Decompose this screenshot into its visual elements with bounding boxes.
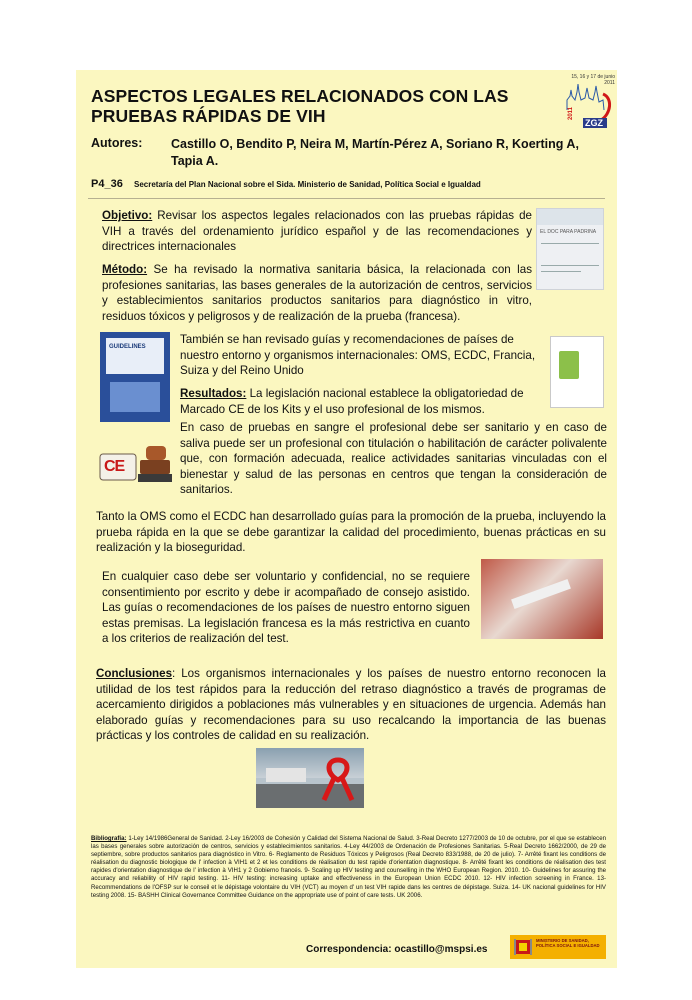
- resultados-label: Resultados:: [180, 387, 247, 400]
- title-line-1: ASPECTOS LEGALES RELACIONADOS CON LAS: [91, 86, 509, 106]
- divider: [88, 198, 605, 199]
- authors-label: Autores:: [91, 136, 143, 150]
- metodo-paragraph-2: También se han revisado guías y recomendaciones de países de nuestro entorno y organismos internacionales: OMS, ECDC, Francia, Suiza y del Reino Unido: [180, 333, 536, 377]
- conference-logo: [563, 74, 615, 136]
- objetivo-label: Objetivo:: [102, 209, 153, 222]
- voluntario-paragraph: En cualquier caso debe ser voluntario y confidencial, no se requiere consentimiento por escrito y debe ir acompañado de consejo asistido. Las guías o recomendaciones de los países de nuestro entorno siguen estas premisas. La legislación francesa es la más restrictiva en cuanto a los criterios de realización del test.: [102, 570, 470, 645]
- objetivo-paragraph: [102, 208, 532, 255]
- conference-year: 2011: [568, 106, 574, 120]
- ecdc-doc-title: EL DOC PARA PADRINA: [540, 229, 597, 235]
- doc-header-band: [537, 209, 603, 225]
- conference-logo-text: ZGZ: [585, 118, 603, 128]
- doc-line: [541, 271, 581, 272]
- affiliation: Secretaría del Plan Nacional sobre el Sida. Ministerio de Sanidad, Política Social e Igualdad: [134, 180, 481, 189]
- correspondence: Correspondencia: ocastillo@mspsi.es: [306, 944, 488, 955]
- conference-date: 15, 16 y 17 de junio 2011: [571, 74, 615, 86]
- bibliography: [91, 835, 606, 900]
- ministry-text: MINISTERIO DE SANIDAD, POLÍTICA SOCIAL E IGUALDAD: [536, 938, 600, 948]
- doc-line: [541, 265, 599, 266]
- poster: [76, 70, 617, 968]
- guidance-document-image: [550, 336, 604, 408]
- conclusiones-label: Conclusiones: [96, 667, 173, 680]
- rapid-test-photo: [481, 559, 603, 639]
- doc-graphic: [559, 351, 579, 379]
- poster-title: [91, 86, 531, 126]
- cover-photo: [110, 382, 160, 412]
- red-ribbon-photo: [256, 748, 364, 808]
- poster-code: P4_36: [91, 178, 123, 190]
- who-guidelines-image: [100, 332, 170, 422]
- resultados-paragraph: [180, 386, 536, 417]
- conclusiones-paragraph: [96, 666, 606, 744]
- photo-gradient: [481, 559, 603, 639]
- bibliography-text: 1-Ley 14/1986General de Sanidad. 2-Ley 16/2003 de Cohesión y Calidad del Sistema Nacional de Salud. 3-Real Decreto 1277/2003 de 10 de octubre, por el que se establecen las bases generales sobre autorización de centros, servicios y establecimientos sanitarios. 4-Ley 44/2003 de Ordenación de Profesiones Sanitarias. 5-Real Decreto 1662/2000, de 29 de septiembre, sobre productos sanitarios para diagnóstico in Vitro. 6- Reglamento de Residuos Tóxicos y Peligrosos (Real Decreto 833/1988, de 20 de julio). 7- Arrêté fixant les conditions de réalisation du diagnostic biologique de l' infection à VIH1 et 2 et les conditions de réalisation du test rapide d'orientation diagnostique. 8- Arrêté fixant les conditions de réalisation des test rapides d'orientation diagnostique de l' infection à VIH1 y 2 Gobierno francés. 9- Scaling up HIV testing and counselling in the WHO European Region. 2010. 10- Guidelines for assuring the accuracy and reliability of HIV rapid testing. 11- HIV testing: increasing uptake and effectiveness in the European Union ECDC 2010. 12- HIV infection screening in France. 13-Recommendations de l'OFSP sur le conseil et le dépistage volontaire du VIH (VCT) au moyen d' un test VIH rapide dans les centres de dépistage. Suiza. 14- UK nacional guidelines for HIV testing 2008. 15- BASHH Clinical Governance Committee Guidance on the appropriate use of point of care tests. UK 2006.: [91, 835, 606, 899]
- resultados-text: La legislación nacional establece la obligatoriedad de Marcado CE de los Kits y el uso profesional de los mismos.: [180, 387, 524, 416]
- spain-coat-of-arms-icon: [513, 936, 533, 958]
- metodo-label: Método:: [102, 263, 148, 276]
- title-line-2: PRUEBAS RÁPIDAS DE VIH: [91, 106, 326, 126]
- metodo-paragraph: [102, 262, 532, 324]
- red-ribbon-icon: [318, 756, 358, 802]
- oms-ecdc-paragraph: Tanto la OMS como el ECDC han desarrollado guías para la promoción de la prueba, incluyendo la prueba rápida en la que se debe garantizar la calidad del procedimiento, buenas prácticas en su realización y la bioseguridad.: [96, 510, 606, 554]
- bibliography-label: Bibliografía:: [91, 835, 127, 842]
- metodo-text: Se ha revisado la normativa sanitaria básica, la relacionada con las profesiones sanitarias, las bases generales de la autorización de centros, servicios y establecimientos sanitarios productos sanitarios para diagnóstico in vitro, residuos tóxicos y peligrosos y de realización de la prueba (francesa).: [102, 263, 532, 323]
- ce-stamp-image: [96, 440, 176, 492]
- ministry-logo: [510, 935, 606, 959]
- doc-line: [541, 243, 599, 244]
- tent: [266, 768, 306, 782]
- who-doc-title: GUIDELINES: [109, 344, 146, 350]
- ce-mark: CE: [104, 458, 125, 475]
- objetivo-text: Revisar los aspectos legales relacionados con las pruebas rápidas de VIH a través del ordenamiento jurídico español y de las recomendaciones y directrices internacionales: [102, 209, 532, 253]
- ecdc-document-image: [536, 208, 604, 290]
- conclusiones-text: : Los organismos internacionales y los países de nuestro entorno reconocen la utilidad de los test rápidos para la reducción del retraso diagnóstico a través de programas de acercamiento dirigidos a poblaciones más vulnerables y en situaciones de urgencia. Además han elaborado guías y recomendaciones para su uso recalcando la importancia de las buenas prácticas y los controles de calidad en su realización.: [96, 667, 606, 742]
- resultados-paragraph-2: En caso de pruebas en sangre el profesional debe ser sanitario y en caso de saliva puede ser un profesional con titulación o habilitación de carácter polivalente que, con formación adecuada, realice actividades sanitarias vinculadas con el bienestar y salud de las personas en centros que tengan la consideración de sanitarios.: [180, 421, 607, 496]
- authors: Castillo O, Bendito P, Neira M, Martín-Pérez A, Soriano R, Koerting A, Tapia A.: [171, 137, 579, 168]
